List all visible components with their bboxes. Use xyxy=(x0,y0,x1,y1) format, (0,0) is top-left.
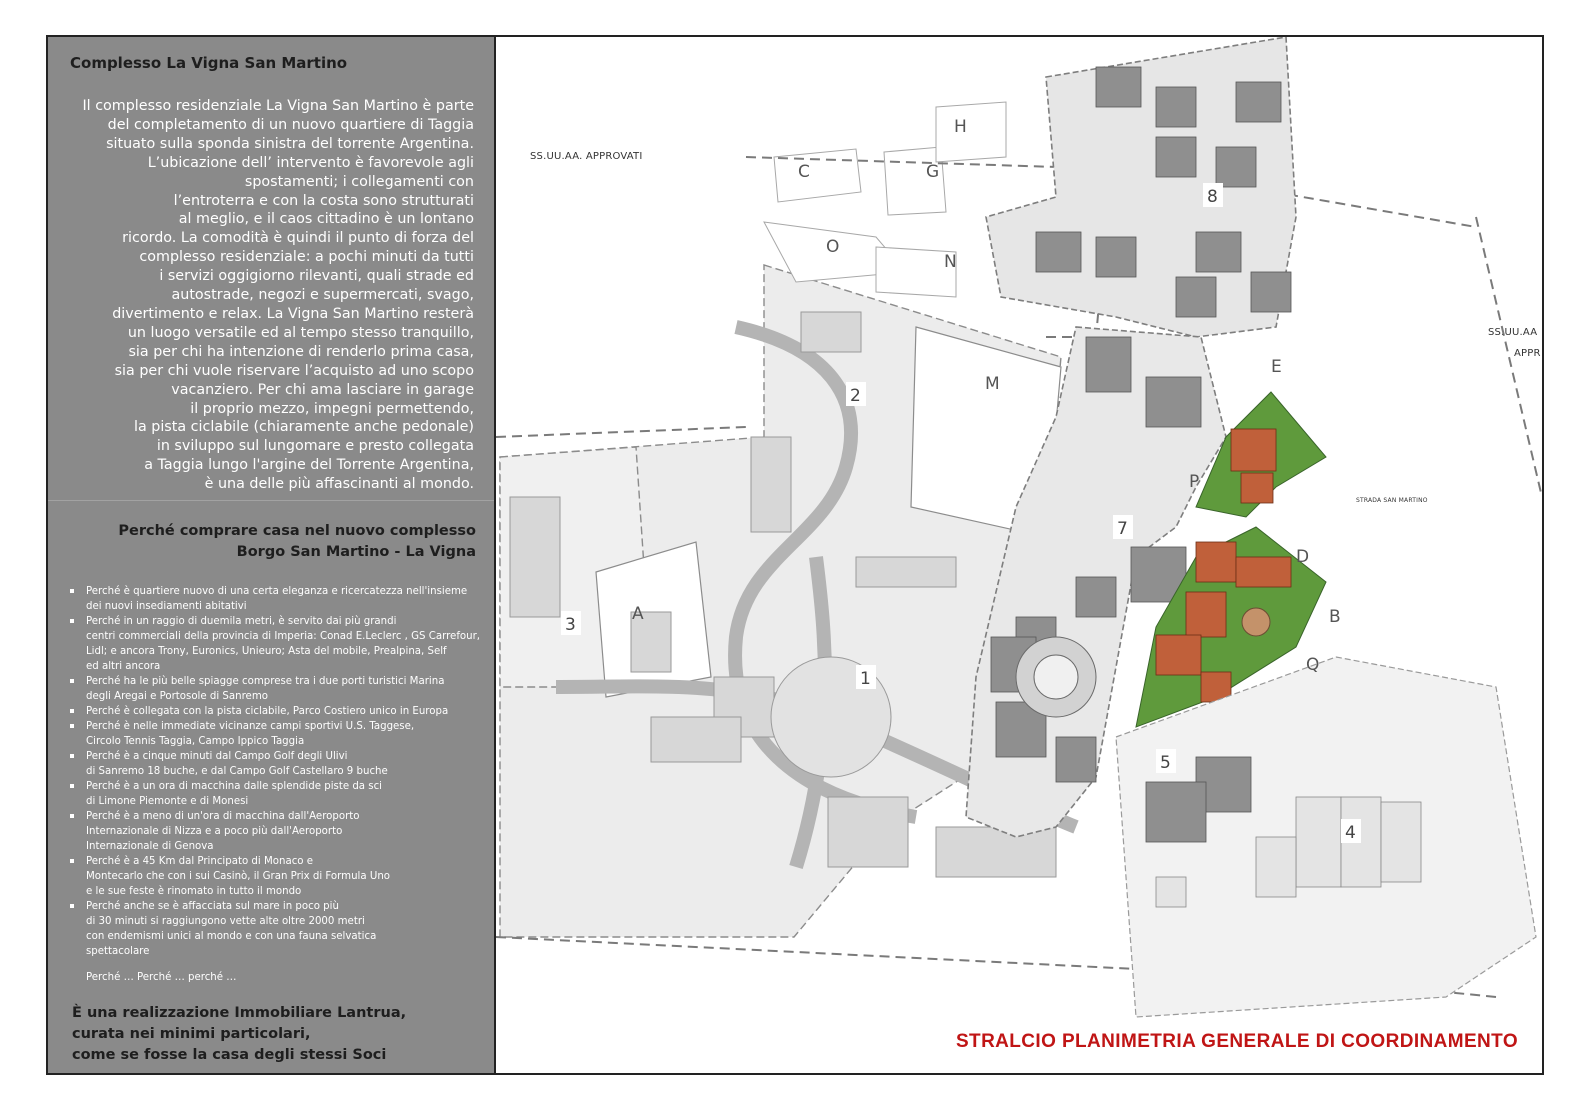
bullet-icon xyxy=(70,904,74,908)
list-item xyxy=(70,674,494,704)
svg-text:4: 4 xyxy=(1345,823,1356,843)
svg-text:N: N xyxy=(944,252,957,272)
site-plan-drawing xyxy=(496,37,1542,1073)
list-item xyxy=(70,749,494,779)
bullet-icon xyxy=(70,724,74,728)
list-item xyxy=(70,899,494,959)
svg-text:A: A xyxy=(632,604,644,624)
approved-label-left: SS.UU.AA. APPROVATI xyxy=(530,151,643,162)
description-panel xyxy=(48,37,496,1073)
bullet-icon xyxy=(70,784,74,788)
reason-text: Perché anche se è affacciata sul mare in poco più di 30 minuti si raggiungono vette alte oltre 2000 metri con endemismi unici al mondo e con una fauna selvatica spettacolare xyxy=(86,901,377,957)
svg-text:7: 7 xyxy=(1117,519,1128,539)
reason-text: Perché è collegata con la pista ciclabile, Parco Costiero unico in Europa xyxy=(86,706,449,717)
reason-text: Perché è nelle immediate vicinanze campi sportivi U.S. Taggese, Circolo Tennis Taggia, Campo Ippico Taggia xyxy=(86,721,415,747)
reasons-list xyxy=(70,584,494,959)
bullet-icon xyxy=(70,814,74,818)
svg-text:G: G xyxy=(926,162,940,182)
bullet-icon xyxy=(70,754,74,758)
reason-text: Perché in un raggio di duemila metri, è servito dai più grandi centri commerciali della provincia di Imperia: Conad E.Leclerc , GS Carrefour, Lidl; e ancora Trony, Euronics, Unieuro; Asta del mobile, Prealpina, Self ed altri ancora xyxy=(86,616,481,672)
panel-title: Complesso La Vigna San Martino xyxy=(70,54,348,72)
map-title: STRALCIO PLANIMETRIA GENERALE DI COORDINAMENTO xyxy=(955,1031,1518,1052)
bullet-icon xyxy=(70,709,74,713)
svg-text:H: H xyxy=(954,117,967,137)
bullet-icon xyxy=(70,589,74,593)
svg-text:C: C xyxy=(798,162,810,182)
reason-text: Perché è quartiere nuovo di una certa eleganza e ricercatezza nell'insieme dei nuovi insediamenti abitativi xyxy=(86,586,468,612)
divider xyxy=(48,500,494,501)
approved-label-right-1: SS.UU.AA xyxy=(1488,327,1538,338)
svg-text:O: O xyxy=(826,237,840,257)
street-label: STRADA SAN MARTINO xyxy=(1356,497,1428,504)
svg-text:1: 1 xyxy=(860,669,871,689)
intro-paragraph: Il complesso residenziale La Vigna San Martino è parte del completamento di un nuovo quartiere di Taggia situato sulla sponda sinistra del torrente Argentina. L’ubicazione dell’ intervento è favorevole agli spostamenti; i collegamenti con l’entroterra e con la costa sono strutturati al meglio, e il caos cittadino è un lontano ricordo. La comodità è quindi il punto di forza del complesso residenziale: a pochi minuti da tutti i servizi oggigiorno rilevanti, quali strade ed autostrade, negozi e supermercati, svago, divertimento e relax. La Vigna San Martino resterà un luogo versatile ed al tempo stesso tranquillo, sia per chi ha intenzione di renderlo prima casa, sia per chi vuole riservare l’acquisto ad uno scopo vacanziero. Per chi ama lasciare in garage il proprio mezzo, impegni permettendo, la pista ciclabile (chiaramente anche pedonale) in sviluppo sul lungomare e presto collegata a Taggia lungo l'argine del Torrente Argentina, è una delle più affascinanti al mondo. xyxy=(82,98,474,493)
reason-text: Perché è a un ora di macchina dalle splendide piste da sci di Limone Piemonte e di Monesi xyxy=(86,781,383,807)
bullet-icon xyxy=(70,619,74,623)
svg-text:Q: Q xyxy=(1306,655,1320,675)
svg-text:B: B xyxy=(1329,607,1341,627)
list-item xyxy=(70,614,494,674)
svg-text:8: 8 xyxy=(1207,187,1218,207)
list-item xyxy=(70,809,494,854)
svg-text:2: 2 xyxy=(850,386,861,406)
svg-text:M: M xyxy=(985,374,1000,394)
svg-text:D: D xyxy=(1296,547,1310,567)
list-item xyxy=(70,584,494,614)
site-plan-map xyxy=(496,37,1542,1073)
svg-text:E: E xyxy=(1271,357,1282,377)
tagline: Perché … Perché … perché … xyxy=(86,972,237,983)
svg-text:3: 3 xyxy=(565,615,576,635)
list-item xyxy=(70,704,494,719)
approved-label-right-2: APPR xyxy=(1514,348,1541,359)
why-heading: Perché comprare casa nel nuovo complesso Borgo San Martino - La Vigna xyxy=(118,523,476,560)
svg-text:5: 5 xyxy=(1160,753,1171,773)
poster-frame xyxy=(46,35,1544,1075)
bullet-icon xyxy=(70,679,74,683)
lot-8 xyxy=(986,37,1296,337)
list-item xyxy=(70,779,494,809)
svg-text:P: P xyxy=(1189,472,1200,492)
list-item xyxy=(70,854,494,899)
reason-text: Perché ha le più belle spiagge comprese tra i due porti turistici Marina degli Aregai e Portosole di Sanremo xyxy=(86,676,445,702)
bullet-icon xyxy=(70,859,74,863)
reason-text: Perché è a 45 Km dal Principato di Monaco e Montecarlo che con i sui Casinò, il Gran Prix di Formula Uno e le sue feste è rinomato in tutto il mondo xyxy=(86,856,391,897)
reason-text: Perché è a cinque minuti dal Campo Golf degli Ulivi di Sanremo 18 buche, e dal Campo Golf Castellaro 9 buche xyxy=(86,751,388,777)
reason-text: Perché è a meno di un'ora di macchina dall'Aeroporto Internazionale di Nizza e a poco più dall'Aeroporto Internazionale di Genova xyxy=(86,811,360,852)
context-buildings xyxy=(764,102,1006,297)
closing-statement: È una realizzazione Immobiliare Lantrua, curata nei minimi particolari, come se fosse la casa degli stessi Soci xyxy=(72,1005,407,1063)
list-item xyxy=(70,719,494,749)
